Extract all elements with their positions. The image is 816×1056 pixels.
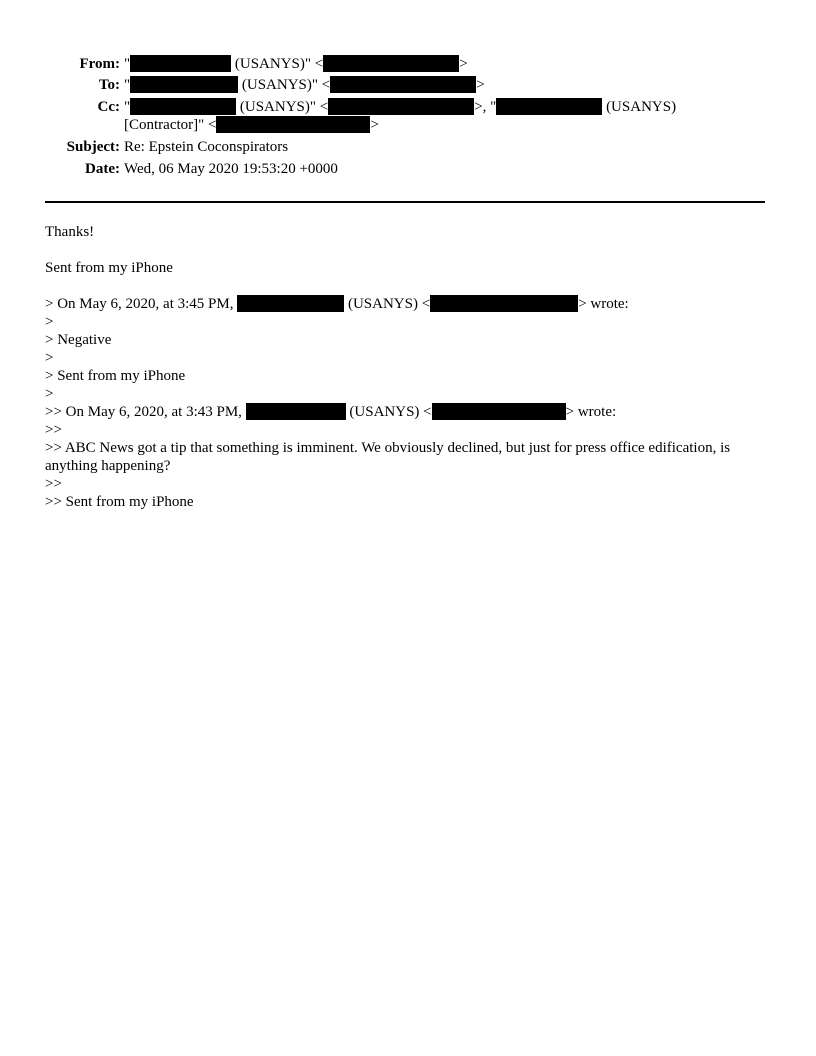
quote2-message: >> ABC News got a tip that something is imminent. We obviously declined, but just for press office edification, is anything happening? — [45, 440, 731, 474]
to-value — [124, 76, 485, 94]
cc-value — [124, 98, 676, 116]
quote2-prefix: >> On May 6, 2020, at 3:43 PM, — [45, 404, 242, 420]
quote-blank-line: >> — [45, 476, 62, 492]
cc-quote: " — [124, 99, 131, 115]
quote2-wrote: > wrote: — [565, 404, 617, 420]
redaction-box — [130, 76, 238, 93]
to-org: (USANYS)" < — [238, 77, 331, 93]
subject-label: Subject: — [66, 139, 120, 155]
from-org: (USANYS)" < — [231, 56, 324, 72]
to-close: > — [476, 77, 485, 93]
quote1-org: (USANYS) < — [344, 296, 431, 312]
quote-blank-line: >> — [45, 422, 62, 438]
redaction-box — [216, 116, 370, 133]
cc-separator: >, " — [474, 99, 497, 115]
quote2-org: (USANYS) < — [345, 404, 432, 420]
redaction-box — [130, 55, 231, 72]
quote2-signature: >> Sent from my iPhone — [45, 494, 194, 510]
quote1-prefix: > On May 6, 2020, at 3:45 PM, — [45, 296, 234, 312]
quote-signature: > Sent from my iPhone — [45, 368, 186, 384]
redaction-box — [430, 295, 578, 312]
redaction-box — [432, 403, 566, 420]
cc-org2: (USANYS) — [602, 99, 677, 115]
quote1-header — [45, 295, 629, 313]
quote1-wrote: > wrote: — [578, 296, 629, 312]
quote-blank-line: > — [45, 386, 54, 402]
redaction-box — [237, 295, 344, 312]
header-divider — [45, 201, 765, 203]
quote-negative: > Negative — [45, 332, 112, 348]
cc-label: Cc: — [97, 99, 120, 115]
cc-org: (USANYS)" < — [236, 99, 329, 115]
from-value — [124, 55, 468, 73]
quote2-header — [45, 403, 616, 421]
date-value: Wed, 06 May 2020 19:53:20 +0000 — [124, 161, 338, 177]
cc-close: > — [370, 117, 379, 133]
cc-contractor: [Contractor]" < — [124, 117, 217, 133]
from-label: From: — [79, 56, 120, 72]
from-quote: " — [124, 56, 131, 72]
body-signature: Sent from my iPhone — [45, 260, 173, 276]
subject-value: Re: Epstein Coconspirators — [124, 139, 289, 155]
to-label: To: — [98, 77, 120, 93]
body-thanks: Thanks! — [45, 224, 95, 240]
cc-value-line2 — [124, 116, 379, 134]
email-header — [0, 0, 816, 190]
quote-blank-line: > — [45, 350, 54, 366]
redaction-box — [246, 403, 346, 420]
quote-blank-line: > — [45, 314, 54, 330]
from-close: > — [459, 56, 468, 72]
redaction-box — [323, 55, 459, 72]
redaction-box — [328, 98, 474, 115]
redaction-box — [330, 76, 476, 93]
date-label: Date: — [85, 161, 120, 177]
redaction-box — [496, 98, 602, 115]
redaction-box — [130, 98, 236, 115]
to-quote: " — [124, 77, 131, 93]
